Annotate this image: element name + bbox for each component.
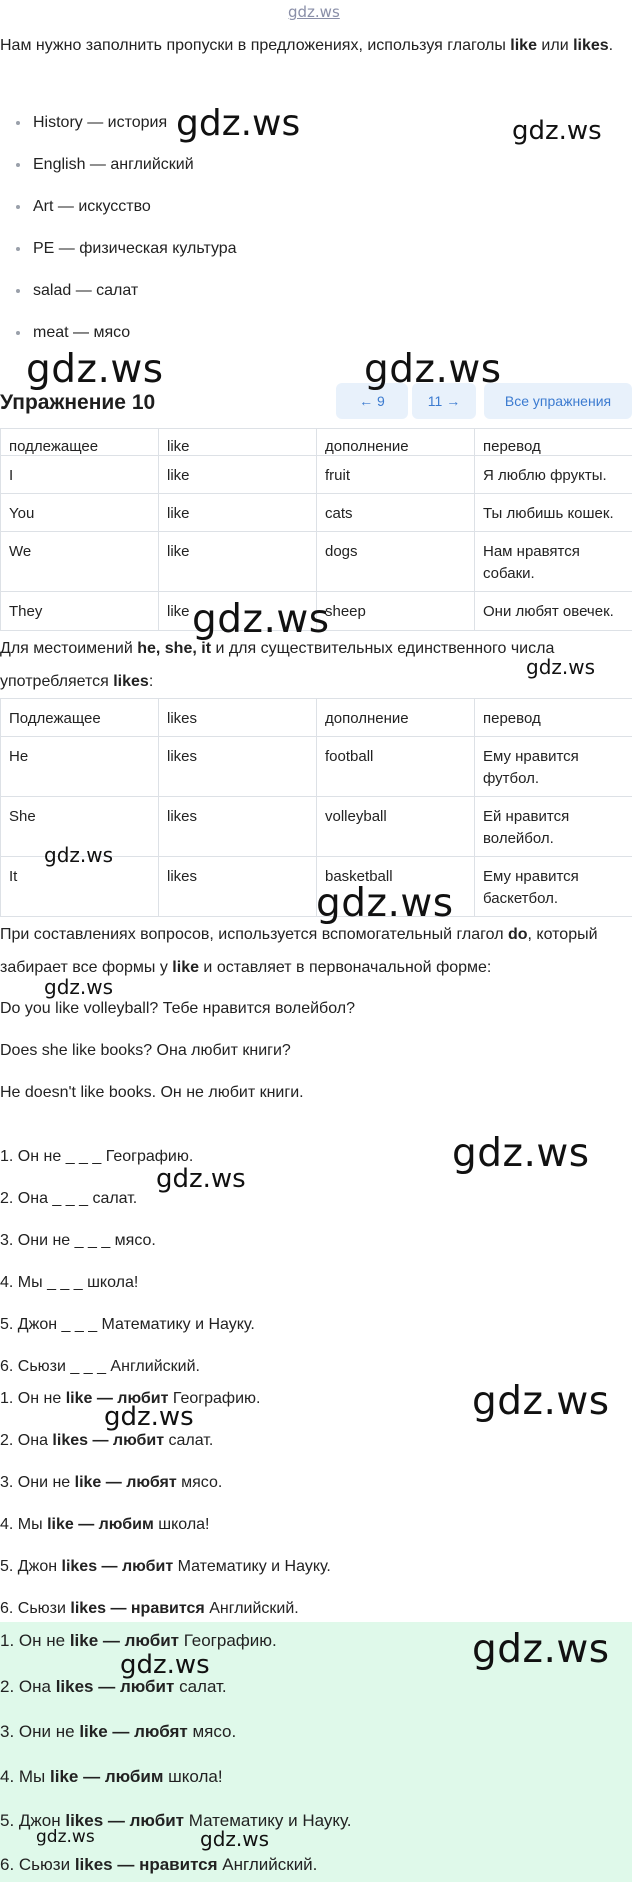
table-cell: подлежащее [1,429,159,456]
table-cell: dogs [317,532,475,592]
table-cell: like [159,456,317,494]
answer-line: 3. Они не like — любят мясо. [0,1474,223,1491]
watermark-top[interactable]: gdz.ws [288,3,340,21]
table-cell: He [1,737,159,797]
vocab-item: English — английский [14,154,237,196]
table-cell: You [1,494,159,532]
answer-line: 5. Джон likes — любит Математику и Науку. [0,1558,331,1575]
table-cell: дополнение [317,699,475,737]
vocab-item: History — история [14,112,237,154]
next-exercise-button[interactable]: 11 → [412,383,476,419]
task-line: 5. Джон _ _ _ Математику и Науку. [0,1316,255,1333]
table-header-row [1,429,632,456]
answer-line: 1. Он не like — любит Географию. [0,1631,277,1650]
table-cell: I [1,456,159,494]
table-cell: They [1,592,159,631]
watermark: gdz.ws [526,655,596,679]
task-line: 1. Он не _ _ _ Географию. [0,1148,194,1165]
table-cell: like [159,532,317,592]
exercise-title: Упражнение 10 [0,391,156,414]
example-line: Does she like books? Она любит книги? [0,1042,291,1059]
table-cell: We [1,532,159,592]
task-line: 2. Она _ _ _ салат. [0,1190,138,1207]
answer-line: 5. Джон likes — любит Математику и Науку. [0,1811,352,1830]
answer-line: 3. Они не like — любят мясо. [0,1722,237,1741]
answer-line: 1. Он не like — любит Географию. [0,1390,261,1407]
vocab-item: Art — искусство [14,196,237,238]
table-cell: It [1,857,159,917]
table-cell: fruit [317,456,475,494]
table-cell: Они любят овечек. [475,592,632,631]
task-line: 3. Они не _ _ _ мясо. [0,1232,156,1249]
table-cell: Ему нравится баскетбол. [475,857,632,917]
intro-text: Нам нужно заполнить пропуски в предложениях, используя глаголы like или likes. [0,37,614,54]
watermark: gdz.ws [452,1131,590,1176]
table-cell: Я люблю фрукты. [475,456,632,494]
answer-line: 6. Сьюзи likes — нравится Английский. [0,1855,318,1874]
answer-line: 6. Сьюзи likes — нравится Английский. [0,1600,299,1617]
rule-do-text: При составлениях вопросов, используется вспомогательный глагол do, который забирает все формы у like и оставляет в первоначальной форме: [0,926,598,976]
watermark: gdz.ws [200,1827,270,1851]
all-exercises-button[interactable]: Все упражнения [484,383,632,419]
vocab-item: meat — мясо [14,322,237,364]
watermark: gdz.ws [44,975,114,999]
table-cell: football [317,737,475,797]
watermark: gdz.ws [472,1627,610,1672]
table-row [1,456,632,494]
prev-exercise-button[interactable]: ← 9 [336,383,408,419]
table-cell: sheep [317,592,475,631]
table-cell: Ему нравится футбол. [475,737,632,797]
table-cell: basketball [317,857,475,917]
answer-line: 2. Она likes — любит салат. [0,1432,214,1449]
table-cell: перевод [475,699,632,737]
table-header-row [1,699,632,737]
task-line: 4. Мы _ _ _ школа! [0,1274,139,1291]
table-cell: Ты любишь кошек. [475,494,632,532]
example-line: Do you like volleyball? Тебе нравится волейбол? [0,1000,355,1017]
watermark: gdz.ws [192,597,330,642]
table-cell: likes [159,737,317,797]
watermark: gdz.ws [36,1827,95,1847]
vocab-item: salad — салат [14,280,237,322]
vocab-item: PE — физическая культура [14,238,237,280]
answer-line: 4. Мы like — любим школа! [0,1516,210,1533]
vocab-list [14,112,237,364]
answer-line: 4. Мы like — любим школа! [0,1767,223,1786]
example-line: He doesn't like books. Он не любит книги. [0,1084,304,1101]
table-cell: дополнение [317,429,475,456]
watermark: gdz.ws [104,1402,194,1432]
table-row [1,737,632,797]
watermark: gdz.ws [512,116,602,146]
watermark: gdz.ws [156,1164,246,1194]
table-cell: like [159,429,317,456]
table-cell: like [159,592,317,631]
table-cell: Нам нравятся собаки. [475,532,632,592]
answer-line: 2. Она likes — любит салат. [0,1677,227,1696]
watermark: gdz.ws [176,103,301,144]
table-cell: like [159,494,317,532]
task-line: 6. Сьюзи _ _ _ Английский. [0,1358,200,1375]
table-cell: She [1,797,159,857]
table-row [1,532,632,592]
watermark: gdz.ws [26,347,164,392]
watermark: gdz.ws [316,881,454,926]
table-cell: перевод [475,429,632,456]
table-cell: Подлежащее [1,699,159,737]
table-cell: cats [317,494,475,532]
watermark: gdz.ws [472,1379,610,1424]
table-cell: likes [159,699,317,737]
table-cell: likes [159,797,317,857]
table-cell: likes [159,857,317,917]
watermark: gdz.ws [364,347,502,392]
watermark: gdz.ws [120,1650,210,1680]
watermark: gdz.ws [44,843,114,867]
table-cell: volleyball [317,797,475,857]
rule-likes-text: Для местоимений he, she, it и для существительных единственного числа употребляется likes: [0,640,555,690]
table-cell: Ей нравится волейбол. [475,797,632,857]
table-row [1,494,632,532]
